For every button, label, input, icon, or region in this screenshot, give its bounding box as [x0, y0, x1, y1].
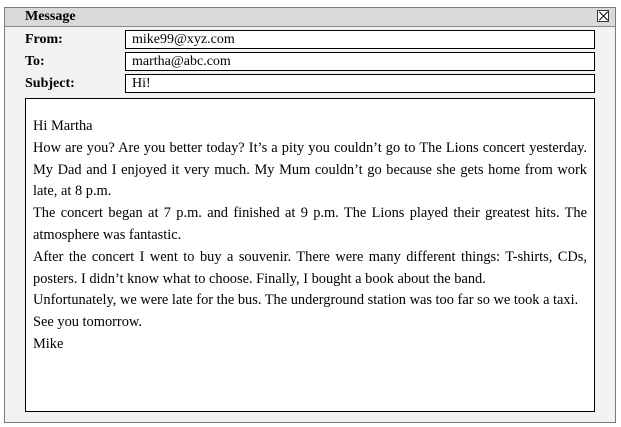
subject-label: Subject:	[25, 76, 75, 91]
from-field[interactable]: mike99@xyz.com	[125, 30, 595, 49]
to-label: To:	[25, 54, 45, 69]
message-body[interactable]	[25, 98, 595, 412]
message-paragraph-4: Unfortunately, we were late for the bus. The underground station was too far so we took a taxi.	[33, 292, 579, 309]
message-signature: Mike	[33, 335, 64, 352]
to-field[interactable]: martha@abc.com	[125, 52, 595, 71]
message-greeting: Hi Martha	[33, 118, 93, 134]
message-closing: See you tomorrow.	[33, 314, 142, 331]
window-title: Message	[25, 9, 76, 24]
subject-field[interactable]: Hi!	[125, 74, 595, 93]
message-window	[4, 7, 616, 423]
message-paragraph-3: After the concert I went to buy a souvenir. There were many different things: T-shirts, CDs, posters. I didn’t know what to choose. Finally, I bought a book about the band.	[33, 248, 587, 287]
from-label: From:	[25, 32, 63, 47]
title-bar	[5, 8, 615, 27]
message-paragraph-2: The concert began at 7 p.m. and finished at 9 p.m. The Lions played their greatest hits. The atmosphere was fantastic.	[33, 205, 587, 243]
message-paragraph-1: How are you? Are you better today? It’s a pity you couldn’t go to The Lions concert yesterday. My Dad and I enjoyed it very much. My Mum couldn’t go because she gets home from work late, at 8 p.m.	[33, 139, 587, 200]
close-icon[interactable]	[597, 10, 609, 22]
